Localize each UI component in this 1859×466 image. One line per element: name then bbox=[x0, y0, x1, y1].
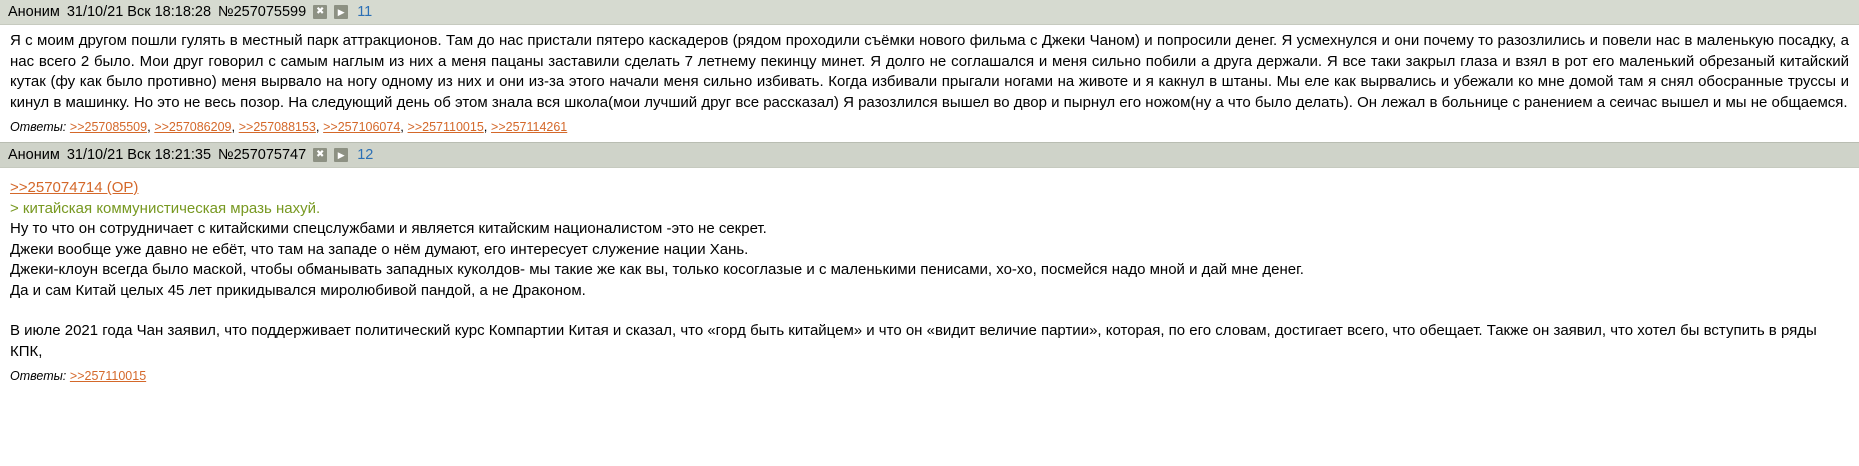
post-line: Джеки вообще уже давно не ебёт, что там на западе о нём думают, его интересует служение нации Хань. bbox=[10, 240, 749, 258]
answer-link[interactable]: >>257088153 bbox=[238, 120, 316, 134]
post-number: №257075599 bbox=[218, 4, 307, 20]
answer-link[interactable]: >>257110015 bbox=[69, 369, 147, 383]
post-count[interactable]: 12 bbox=[357, 147, 374, 163]
play-icon[interactable]: ▶ bbox=[334, 148, 348, 162]
post-number: №257075747 bbox=[218, 147, 307, 163]
post-body bbox=[0, 168, 1859, 366]
post bbox=[0, 0, 1859, 142]
post-count[interactable]: 11 bbox=[357, 4, 373, 20]
post-line: Джеки-клоун всегда было маской, чтобы обманывать западных куколдов- мы такие же как вы, только косоглазые и с маленькими пенисами, хо-хо, посмейся надо мной и дай мне денег. bbox=[10, 261, 1304, 278]
close-icon[interactable]: ✖ bbox=[313, 148, 327, 162]
post-header bbox=[0, 0, 1859, 25]
post-date: 31/10/21 Вск 18:18:28 bbox=[66, 4, 212, 20]
answers-sep: , bbox=[400, 119, 408, 134]
post-author: Аноним bbox=[8, 147, 60, 163]
post-line: Ну то что он сотрудничает с китайскими спецслужбами и является китайским националистом -это не секрет. bbox=[10, 220, 767, 237]
paragraph-spacer bbox=[10, 301, 1849, 321]
answers-label: Ответы: bbox=[10, 120, 67, 134]
post-paragraph: В июле 2021 года Чан заявил, что поддерживает политический курс Компартии Китая и сказал, что «горд быть китайцем» и что он «видит величие партии», которая, по его словам, достигает всего, что обещает. Также он заявил, что хотел бы вступить в ряды КПК, bbox=[10, 322, 1817, 360]
answers-sep: , bbox=[315, 119, 324, 134]
answers-sep: , bbox=[231, 119, 239, 134]
answer-link[interactable]: >>257110015 bbox=[407, 120, 484, 134]
answers-sep: , bbox=[483, 119, 492, 134]
answer-link[interactable]: >>257106074 bbox=[323, 120, 401, 134]
post-answers bbox=[0, 117, 1859, 142]
post-paragraph: Я с моим другом пошли гулять в местный парк аттракционов. Там до нас пристали пятеро каскадеров (рядом проходили съёмки нового фильма с Джеки Чаном) и попросили денег. Я усмехнулся и они почему то разозлились и повели нас в маленькую посадку, а нас всего 2 было. Мои друг говорил с самым наглым из них а меня пацаны заставили сделать 7 летнему пекинцу минет. Я долго не соглашался и меня сильно побили а друга держали. Я все таки закрыл глаза и взял в рот его маленький обрезаный китайский кутак (фу как было противно) меня вырвало на ногу одному из них и они из-за этого начали меня сильно избивать. Когда избивали прыгали ногами на животе и я какнул в штаны. Мы еле как вырвались и убежали ко мне домой там я снял обосранные труссы и кинул в машинку. Но это не весь позор. На следующий день об этом знала вся школа(мои лучший друг все рассказал) Я разозлился вышел во двор и пырнул его ножом(ну а что было делать). Он лежал в больнице с ранением а сеичас вышел и мы не общаемся. bbox=[10, 32, 1849, 111]
post-author: Аноним bbox=[8, 4, 60, 20]
answer-link[interactable]: >>257114261 bbox=[491, 120, 568, 134]
answers-sep: , bbox=[147, 119, 155, 134]
post-body bbox=[0, 25, 1859, 117]
post-date: 31/10/21 Вск 18:21:35 bbox=[66, 147, 212, 163]
post bbox=[0, 143, 1859, 391]
play-icon[interactable]: ▶ bbox=[334, 5, 348, 19]
post-line: Да и сам Китай целых 45 лет прикидывался миролюбивой пандой, а не Драконом. bbox=[10, 281, 586, 299]
close-icon[interactable]: ✖ bbox=[313, 5, 327, 19]
answer-link[interactable]: >>257086209 bbox=[154, 120, 232, 134]
answers-label: Ответы: bbox=[10, 369, 67, 383]
greentext-quote: > китайская коммунистическая мразь нахуй. bbox=[10, 199, 321, 217]
post-header bbox=[0, 143, 1859, 168]
answer-link[interactable]: >>257085509 bbox=[69, 120, 148, 134]
op-reference-link[interactable]: >>257074714 (OP) bbox=[10, 179, 139, 196]
post-answers bbox=[0, 366, 1859, 391]
